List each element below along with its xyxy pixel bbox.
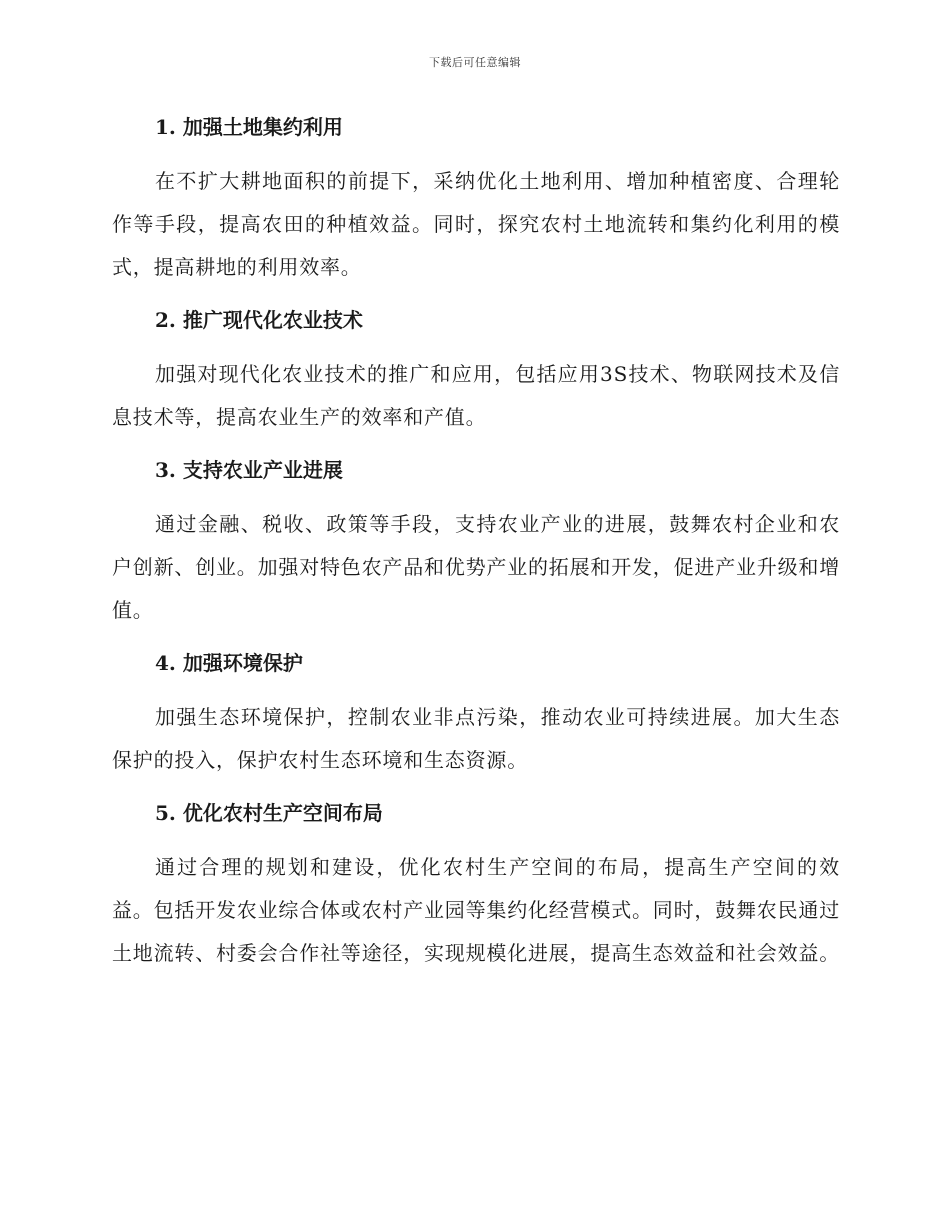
section-heading: 3. 支持农业产业进展: [155, 458, 343, 482]
section-heading: 2. 推广现代化农业技术: [155, 308, 363, 332]
section-heading: 5. 优化农村生产空间布局: [155, 801, 383, 825]
section-paragraph: 通过金融、税收、政策等手段，支持农业产业的进展，鼓舞农村企业和农户创新、创业。加强对特色农产品和优势产业的拓展和开发，促进产业升级和增值。: [112, 512, 840, 622]
section-paragraph: 加强生态环境保护，控制农业非点污染，推动农业可持续进展。加大生态保护的投入，保护农村生态环境和生态资源。: [112, 705, 840, 772]
page-header: 下载后可任意编辑: [429, 56, 521, 69]
section-paragraph: 加强对现代化农业技术的推广和应用，包括应用3S技术、物联网技术及信息技术等，提高农业生产的效率和产值。: [112, 362, 840, 429]
section-4: [112, 644, 840, 782]
section-heading: 1. 加强土地集约利用: [155, 115, 343, 139]
section-3: [112, 451, 840, 632]
section-heading: 4. 加强环境保护: [155, 651, 303, 675]
section-paragraph: 在不扩大耕地面积的前提下，采纳优化土地利用、增加种植密度、合理轮作等手段，提高农田的种植效益。同时，探究农村土地流转和集约化利用的模式，提高耕地的利用效率。: [112, 169, 840, 279]
section-paragraph: 通过合理的规划和建设，优化农村生产空间的布局，提高生产空间的效益。包括开发农业综合体或农村产业园等集约化经营模式。同时，鼓舞农民通过土地流转、村委会合作社等途径，实现规模化进展，提高生态效益和社会效益。: [112, 855, 840, 965]
document-body: [112, 108, 840, 987]
section-2: [112, 301, 840, 439]
section-5: [112, 794, 840, 975]
section-1: [112, 108, 840, 289]
